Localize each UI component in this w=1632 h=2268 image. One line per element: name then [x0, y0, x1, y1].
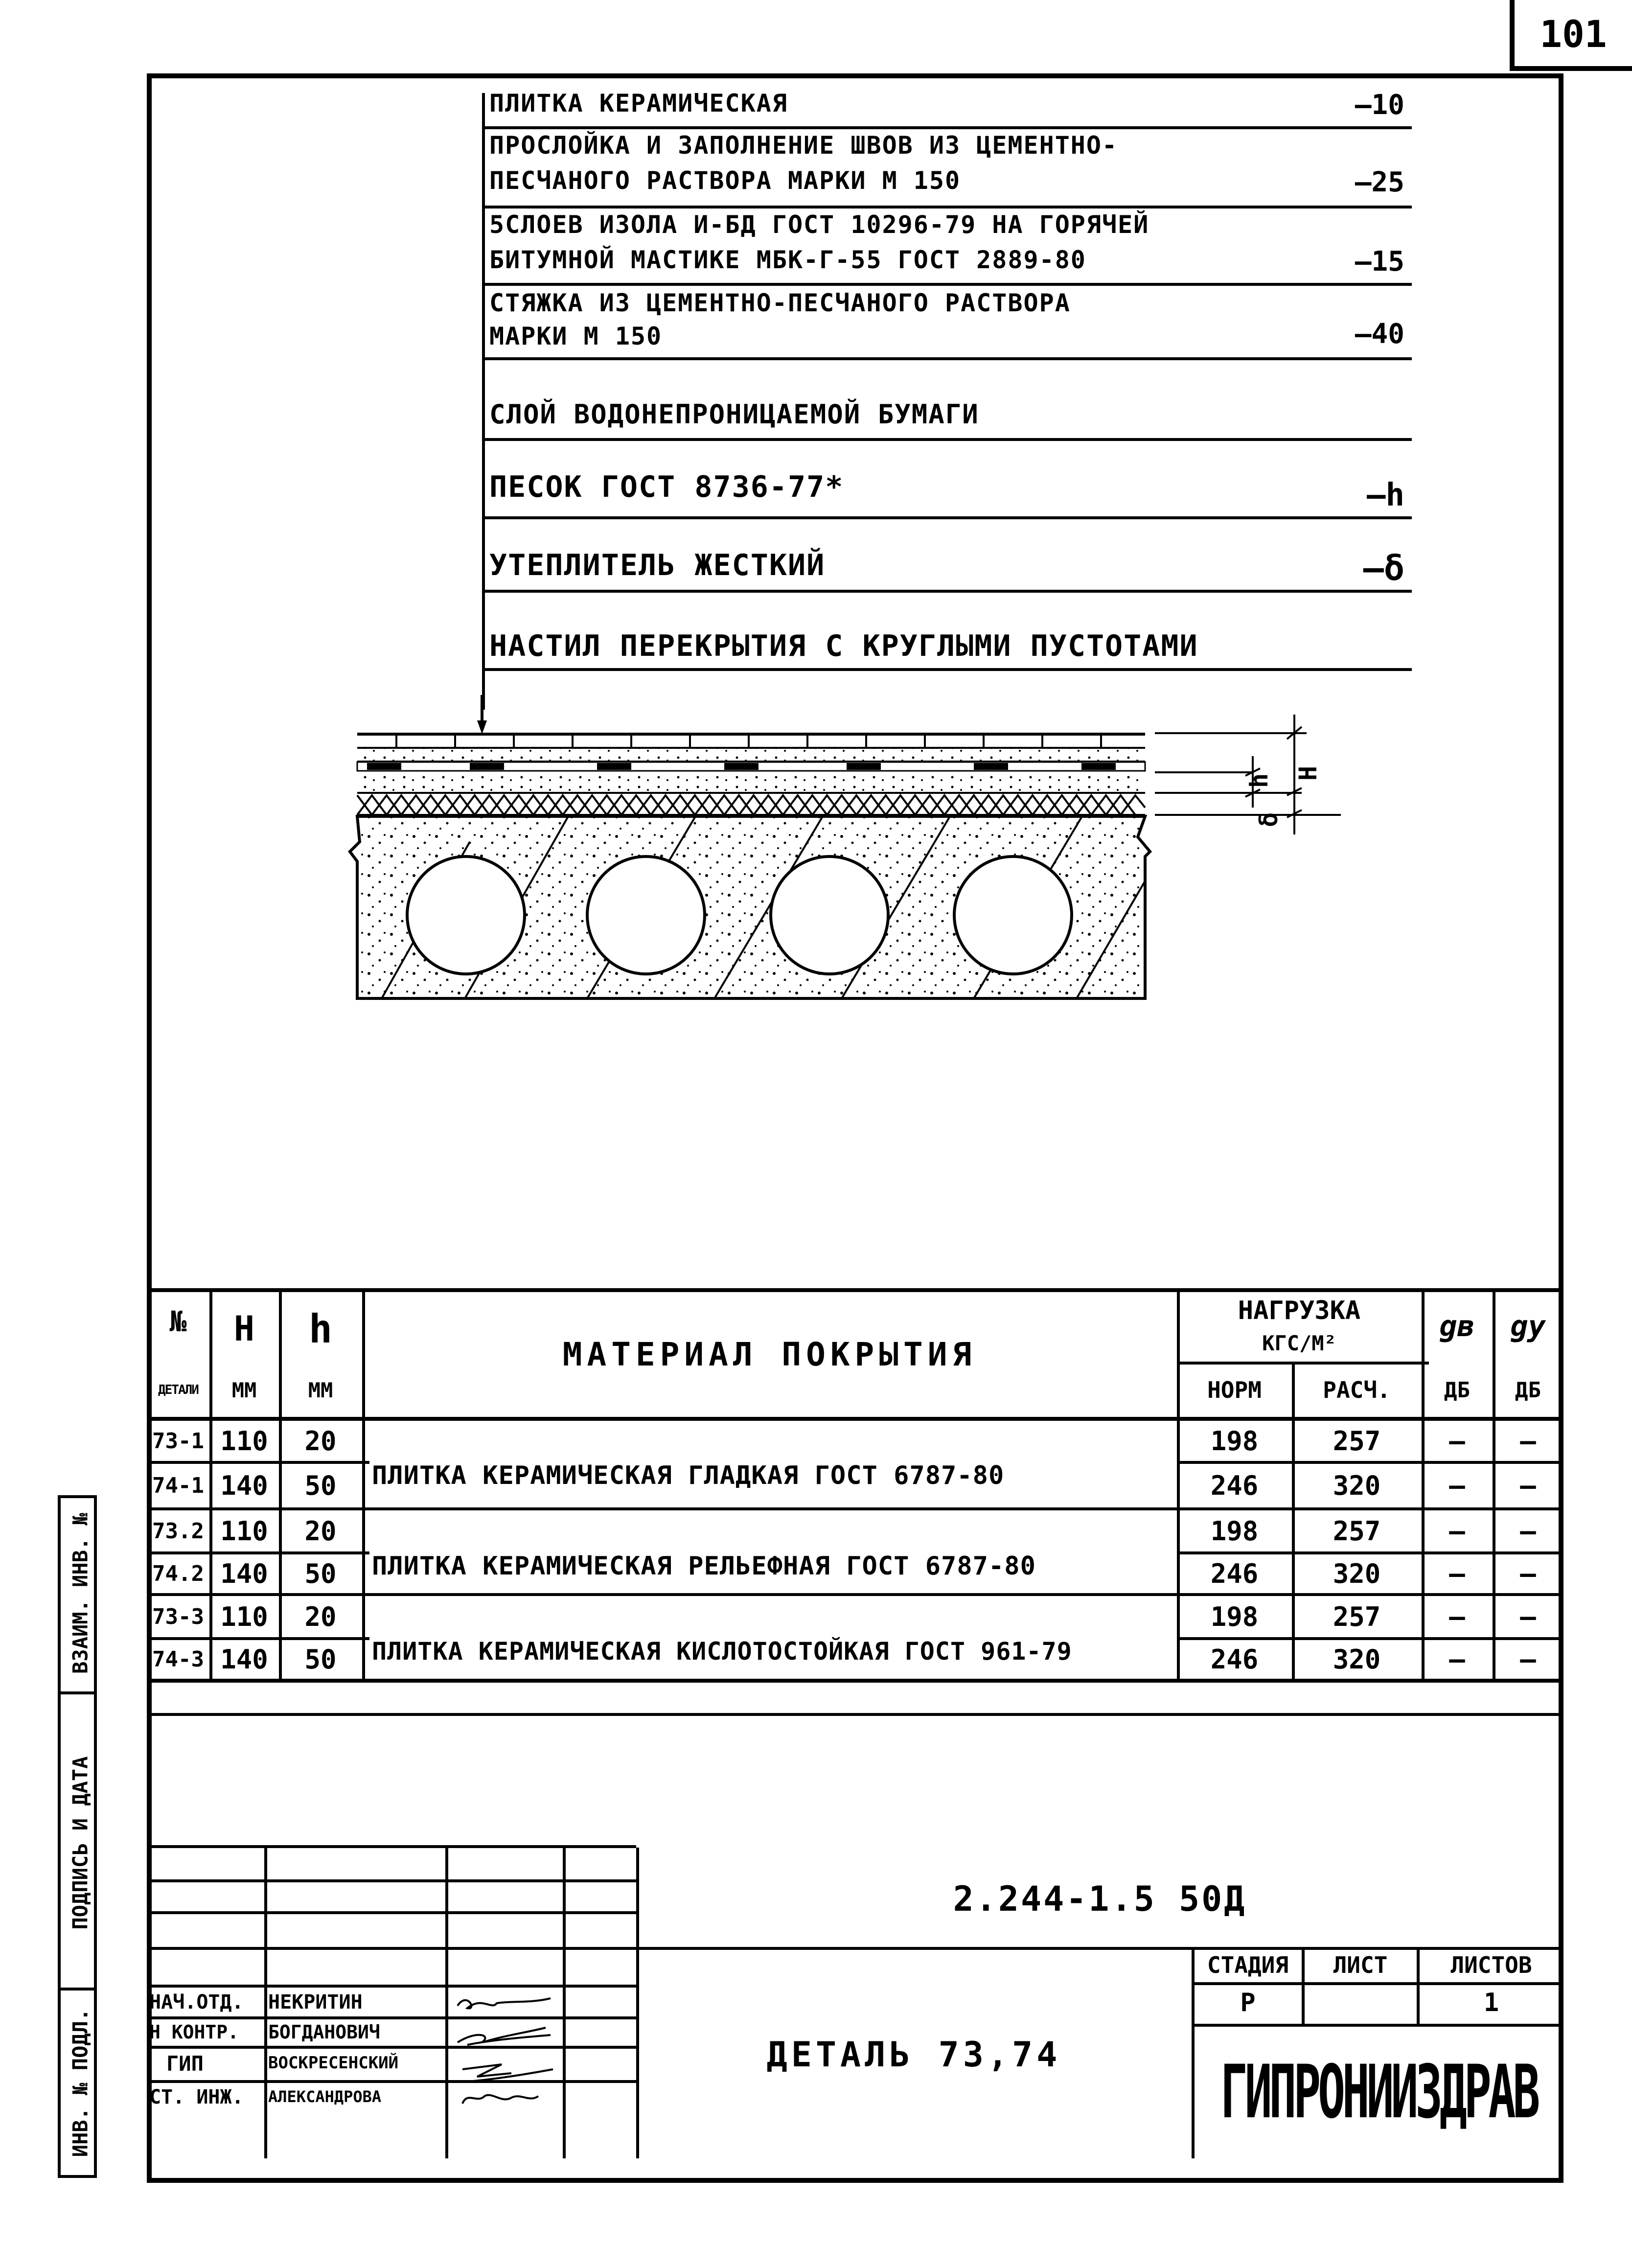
sand-layer	[357, 772, 1145, 793]
layer-7-value: —δ	[1363, 548, 1404, 588]
row-4-H: 110	[220, 1601, 268, 1632]
row-3-gv: —	[1449, 1558, 1465, 1589]
row-1-h: 50	[304, 1470, 337, 1501]
row-2-calc: 257	[1333, 1515, 1381, 1547]
sheets-label: ЛИСТОВ	[1450, 1952, 1532, 1978]
row-3-h: 50	[304, 1558, 337, 1589]
layer-2-text2: ПЕСЧАНОГО РАСТВОРА МАРКИ М 150	[489, 166, 961, 195]
layer-4-text2: МАРКИ М 150	[489, 322, 663, 350]
row-0-gy: —	[1520, 1425, 1536, 1457]
header-no: №	[169, 1305, 187, 1338]
sidebar-stamp	[58, 1495, 97, 2178]
layer-4-text: СТЯЖКА ИЗ ЦЕМЕНТНО-ПЕСЧАНОГО РАСТВОРА	[489, 289, 1071, 317]
drawing-title: ДЕТАЛЬ 73,74	[766, 2034, 1061, 2075]
header-db2: ДБ	[1515, 1377, 1541, 1403]
row-5-gy: —	[1520, 1644, 1536, 1675]
stage-label: СТАДИЯ	[1207, 1952, 1289, 1978]
layer-1-text: ПЛИТКА КЕРАМИЧЕСКАЯ	[489, 89, 788, 117]
document-code: 2.244-1.5 50Д	[953, 1879, 1247, 1919]
header-gv: gв	[1439, 1309, 1475, 1343]
void-1	[407, 856, 525, 974]
staff-1-role: Н КОНТР.	[149, 2021, 239, 2043]
header-calc: РАСЧ.	[1323, 1377, 1391, 1403]
row-2-gy: —	[1520, 1515, 1536, 1547]
staff-2-role: ГИП	[166, 2052, 204, 2076]
void-3	[771, 856, 888, 974]
row-2-H: 110	[220, 1515, 268, 1547]
material-3: ПЛИТКА КЕРАМИЧЕСКАЯ КИСЛОТОСТОЙКАЯ ГОСТ 961-79	[372, 1637, 1072, 1666]
leader-arrow-icon	[477, 720, 487, 734]
header-H: H	[233, 1309, 255, 1349]
layer-3-text2: БИТУМНОЙ МАСТИКЕ МБК-Г-55 ГОСТ 2889-80	[489, 246, 1086, 274]
layer-2-text: ПРОСЛОЙКА И ЗАПОЛНЕНИЕ ШВОВ ИЗ ЦЕМЕНТНО-	[489, 131, 1118, 160]
layer-8-text: НАСТИЛ ПЕРЕКРЫТИЯ С КРУГЛЫМИ ПУСТОТАМИ	[489, 629, 1198, 663]
layer-5-text: СЛОЙ ВОДОНЕПРОНИЦАЕМОЙ БУМАГИ	[489, 399, 979, 430]
header-load-unit: КГС/М²	[1262, 1331, 1336, 1355]
sheet-number: 101	[1510, 0, 1632, 71]
tile-layer	[357, 734, 1145, 748]
row-4-gv: —	[1449, 1601, 1465, 1632]
layer-3-value: —15	[1355, 246, 1404, 278]
layer-2-value: —25	[1355, 166, 1404, 198]
row-1-no: 74-1	[152, 1473, 204, 1498]
hollow-core-slab	[350, 816, 1150, 998]
header-gy: gу	[1510, 1309, 1546, 1343]
sidebar-vzaim-inv: ВЗАИМ. ИНВ. №	[68, 1513, 92, 1674]
floor-section-drawing	[343, 695, 1360, 1047]
row-1-H: 140	[220, 1470, 268, 1501]
firm-name: ГИПРОНИИЗДРАВ	[1220, 2050, 1538, 2135]
row-0-h: 20	[304, 1425, 337, 1457]
sheets-value: 1	[1483, 1988, 1499, 2017]
staff-1-name: БОГДАНОВИЧ	[268, 2021, 380, 2043]
header-load: НАГРУЗКА	[1238, 1296, 1361, 1325]
header-H-unit: ММ	[231, 1378, 257, 1402]
dim-H-label: H	[1294, 765, 1322, 781]
row-2-norm: 198	[1210, 1515, 1259, 1547]
layer-6-text: ПЕСОК ГОСТ 8736-77*	[489, 470, 844, 504]
row-3-H: 140	[220, 1558, 268, 1589]
header-h: h	[308, 1306, 333, 1352]
row-5-gv: —	[1449, 1644, 1465, 1675]
sheet-label: ЛИСТ	[1333, 1952, 1388, 1978]
row-2-no: 73.2	[152, 1518, 204, 1544]
row-4-gy: —	[1520, 1601, 1536, 1632]
stage-value: Р	[1240, 1988, 1256, 2017]
staff-3-role: СТ. ИНЖ.	[149, 2086, 244, 2108]
row-2-gv: —	[1449, 1515, 1465, 1547]
row-0-norm: 198	[1210, 1425, 1259, 1457]
row-3-no: 74.2	[152, 1561, 204, 1586]
row-5-calc: 320	[1333, 1644, 1381, 1675]
header-h-unit: ММ	[308, 1378, 333, 1402]
leader-line	[482, 93, 485, 710]
staff-2-name: ВОСКРЕСЕНСКИЙ	[268, 2053, 399, 2073]
row-5-H: 140	[220, 1644, 268, 1675]
row-0-gv: —	[1449, 1425, 1465, 1457]
insulation-layer	[357, 795, 1145, 815]
layer-4-value: —40	[1355, 318, 1404, 350]
layer-1-value: —10	[1355, 89, 1404, 121]
material-1: ПЛИТКА КЕРАМИЧЕСКАЯ ГЛАДКАЯ ГОСТ 6787-80	[372, 1461, 1005, 1490]
layer-3-text: 5СЛОЕВ ИЗОЛА И-БД ГОСТ 10296-79 НА ГОРЯЧЕЙ	[489, 210, 1149, 239]
row-5-norm: 246	[1210, 1644, 1259, 1675]
row-4-no: 73-3	[152, 1604, 204, 1629]
layer-7-text: УТЕПЛИТЕЛЬ ЖЕСТКИЙ	[489, 548, 826, 582]
row-3-calc: 320	[1333, 1558, 1381, 1589]
material-2: ПЛИТКА КЕРАМИЧЕСКАЯ РЕЛЬЕФНАЯ ГОСТ 6787-80	[372, 1551, 1036, 1581]
header-db1: ДБ	[1444, 1377, 1470, 1403]
row-5-h: 50	[304, 1644, 337, 1675]
staff-0-name: НЕКРИТИН	[268, 1991, 363, 2013]
row-2-h: 20	[304, 1515, 337, 1547]
row-4-calc: 257	[1333, 1601, 1381, 1632]
row-0-H: 110	[220, 1425, 268, 1457]
row-3-norm: 246	[1210, 1558, 1259, 1589]
layer-6-value: —h	[1366, 477, 1404, 513]
row-1-gv: —	[1449, 1470, 1465, 1501]
row-0-no: 73-1	[152, 1428, 204, 1454]
dim-h-label: h	[1245, 773, 1273, 788]
row-1-calc: 320	[1333, 1470, 1381, 1501]
signatures	[448, 1986, 560, 2108]
void-4	[954, 856, 1072, 974]
header-norm: НОРМ	[1207, 1377, 1262, 1403]
row-0-calc: 257	[1333, 1425, 1381, 1457]
row-4-h: 20	[304, 1601, 337, 1632]
sidebar-signature-date: ПОДПИСЬ И ДАТА	[68, 1756, 92, 1930]
row-1-gy: —	[1520, 1470, 1536, 1501]
staff-3-name: АЛЕКСАНДРОВА	[268, 2087, 382, 2106]
sidebar-inv-podl: ИНВ. № ПОДЛ.	[68, 2008, 92, 2157]
row-5-no: 74-3	[152, 1647, 204, 1672]
void-2	[587, 856, 705, 974]
dim-delta-label: δ	[1255, 812, 1283, 827]
staff-0-role: НАЧ.ОТД.	[149, 1991, 244, 2013]
mortar-layer	[357, 749, 1145, 771]
row-1-norm: 246	[1210, 1470, 1259, 1501]
row-4-norm: 198	[1210, 1601, 1259, 1632]
header-no-sub: ДЕТАЛИ	[158, 1383, 198, 1397]
header-material: МАТЕРИАЛ ПОКРЫТИЯ	[562, 1336, 977, 1373]
row-3-gy: —	[1520, 1558, 1536, 1589]
